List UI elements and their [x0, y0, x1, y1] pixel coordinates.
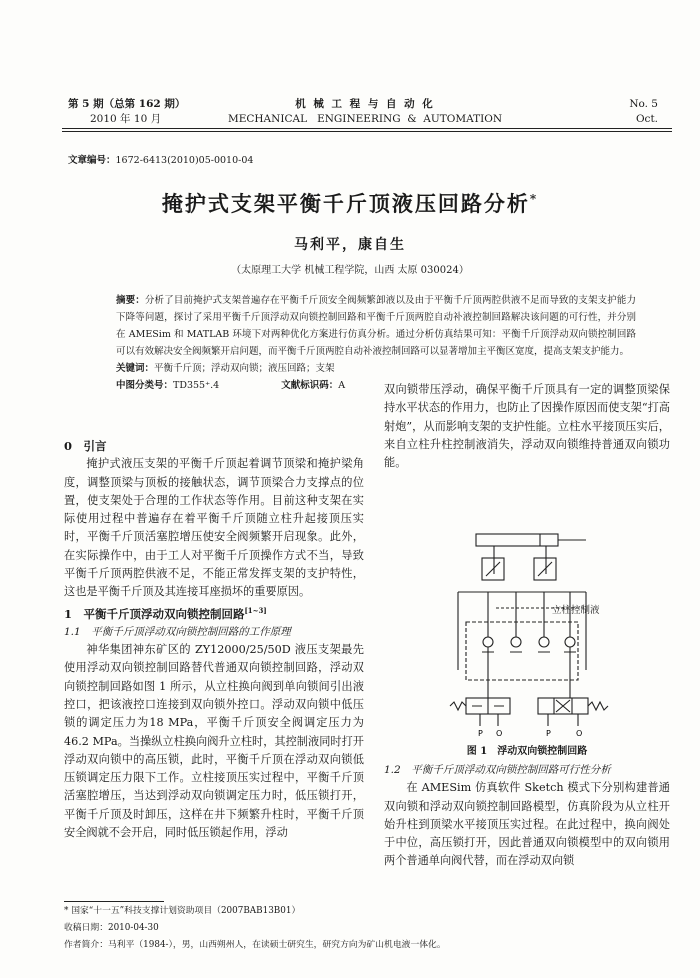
journal-month: Oct. — [635, 113, 658, 125]
double-lock-block — [466, 622, 578, 680]
paragraph-principle: 神华集团神东矿区的 ZY12000/25/50D 液压支架最先使用浮动双向锁控制回路替代普通双向锁控制回路，浮动双向锁控制回路如图 1 所示，从立柱换向阀到单向锁间引出液控口，把该液控口连接到双向锁外控口。浮动双向锁中低压锁的调定压力为18 MPa，平衡千斤顶安全阀调定压力为46.2 MPa。当操纵立柱换向阀升立柱时，其控制液同时打开浮动双向锁中的高压锁，此时，平衡千斤顶在浮动双向锁低压锁调定压力限下工作。立柱接顶压实过程中，平衡千斤顶活塞腔增压，当达到浮动双向锁调定压力时，低压锁打开，平衡千斤顶及时卸压，这样在井下频繁升柱时，平衡千斤顶安全阀就不会开启，同时低压锁起作用，浮动 — [64, 643, 364, 840]
paragraph-feasibility: 在 AMESim 仿真软件 Sketch 模式下分别构建普通双向锁和浮动双向锁控制回路模型，仿真阶段为从立柱开始升柱到顶梁水平接顶压实过程。在此过程中，换向阀处于中位，高压锁打开，因此普通双向锁模型中的双向锁用两个普通单向阀代替，而在浮动双向锁 — [384, 781, 670, 868]
running-header-journal — [200, 97, 530, 127]
abstract — [116, 292, 636, 360]
left-column — [64, 437, 364, 842]
running-header-issue — [68, 97, 185, 127]
article-number-label: 文章编号： — [68, 155, 116, 166]
section-heading-0: 0 引言 — [64, 439, 107, 453]
paper-title: 掩护式支架平衡千斤顶液压回路分析 — [161, 191, 530, 216]
port-o-left: O — [496, 729, 503, 738]
running-header-number — [629, 97, 658, 127]
keywords-label: 关键词： — [116, 363, 155, 374]
issue-date: 2010 年 10 月 — [90, 113, 162, 125]
check-valve-4 — [565, 637, 575, 647]
issue-number: 第 5 期（总第 162 期） — [68, 98, 186, 110]
paragraph-intro: 掩护式液压支架的平衡千斤顶起着调节顶梁和掩护梁角度，调整顶梁与顶板的接触状态，调节顶梁合力支撑点的位置，使支架处于合理的工作状态等作用。目前这种支架在实际使用过程中普遍存在着平衡千斤顶随立柱升起接顶压实时，平衡千斤顶活塞腔增压使安全阀频繁开启现象。此外，在实际操作中，由于工人对平衡千斤顶操作方式不当，导致平衡千斤顶两腔供液不足，不能正常发挥支架的支护特性，这也是平衡千斤顶及其连接耳座损坏的重要原因。 — [64, 457, 364, 599]
doc-code-label: 文献标识码： — [281, 380, 339, 391]
subsection-heading-1-2: 1.2 平衡千斤顶浮动双向锁控制回路可行性分析 — [384, 764, 611, 776]
footnote-author: 作者简介：马利平（1984-），男，山西朔州人，在读硕士研究生，研究方向为矿山机电液一体化。 — [64, 940, 446, 950]
clc-label: 中图分类号： — [116, 380, 174, 391]
header-rule — [62, 128, 672, 129]
figure-control-label: 立柱控制液 — [552, 605, 600, 616]
article-number-value: 1672-6413(2010)05-0010-04 — [115, 155, 254, 166]
check-valve-1 — [483, 637, 493, 647]
section-heading-1-text: 1 平衡千斤顶浮动双向锁控制回路 — [64, 606, 245, 621]
paper-title-block — [0, 188, 700, 218]
port-p-left: P — [478, 729, 483, 738]
article-number — [68, 152, 253, 166]
affiliation: （太原理工大学 机械工程学院，山西 太原 030024） — [231, 265, 469, 276]
port-p-right: P — [546, 729, 551, 738]
section-heading-1-ref: [1~3] — [244, 605, 267, 615]
right-column-lower — [384, 761, 670, 871]
paragraph-continued: 双向锁带压浮动，确保平衡千斤顶具有一定的调整顶梁保持水平状态的作用力，也防止了因操作原因而使支架“打高射炮”，从而影响支架的支护性能。立柱水平接顶压实后，来自立柱升柱控制液消失，浮动双向锁维持普通双向锁功能。 — [384, 383, 670, 470]
footnote-rule — [64, 901, 164, 902]
abstract-label: 摘要： — [116, 295, 145, 306]
subsection-heading-1-1: 1.1 平衡千斤顶浮动双向锁控制回路的工作原理 — [64, 625, 291, 638]
doc-code-value: A — [338, 380, 346, 391]
spring — [588, 702, 608, 710]
cylinder-body — [476, 534, 558, 546]
journal-name-en: MECHANICAL ENGINEERING & AUTOMATION — [227, 113, 503, 125]
journal-name-cn: 机 械 工 程 与 自 动 化 — [295, 98, 435, 110]
keywords-text: 平衡千斤顶；浮动双向锁；液压回路；支架 — [154, 363, 335, 374]
check-valve-3 — [539, 637, 549, 647]
footnote-received: 收稿日期：2010-04-30 — [64, 923, 159, 933]
section-heading-1 — [64, 602, 364, 623]
hydraulic-circuit-figure — [436, 530, 612, 744]
footnote-fund: * 国家“十一五”科技支撑计划资助项目（2007BAB13B01） — [64, 906, 301, 916]
figure-caption: 图 1 浮动双向锁控制回路 — [466, 746, 588, 757]
keywords-line — [116, 360, 636, 377]
right-column — [384, 381, 670, 472]
abstract-text: 分析了目前掩护式支架普遍存在平衡千斤顶安全阀频繁卸液以及由于平衡千斤顶两腔供液不足而导致的支架支护能力下降等问题，探讨了采用平衡千斤顶浮动双向锁控制回路和平衡千斤顶两腔自动补液控制回路解决该问题的可行性，并分别在 AMESim 和 MATLAB 环境下对两种优化方案进行仿真分析。通过分析仿真结果可知：平衡千斤顶浮动双向锁控制回路可以有效解决安全阀频繁开启问题，而平衡千斤顶两腔自动补液控制回路可以显著增加主平衡区宽度，提高支架支护能力。 — [116, 295, 636, 357]
journal-no: No. 5 — [629, 98, 658, 110]
authors: 马利平，康自生 — [294, 237, 406, 253]
check-valve-2 — [511, 637, 521, 647]
title-footnote-mark: * — [529, 192, 539, 206]
clc-value: TD355⁺.4 — [173, 380, 220, 391]
header-rule-2 — [62, 131, 672, 132]
port-o-right: O — [576, 729, 583, 738]
